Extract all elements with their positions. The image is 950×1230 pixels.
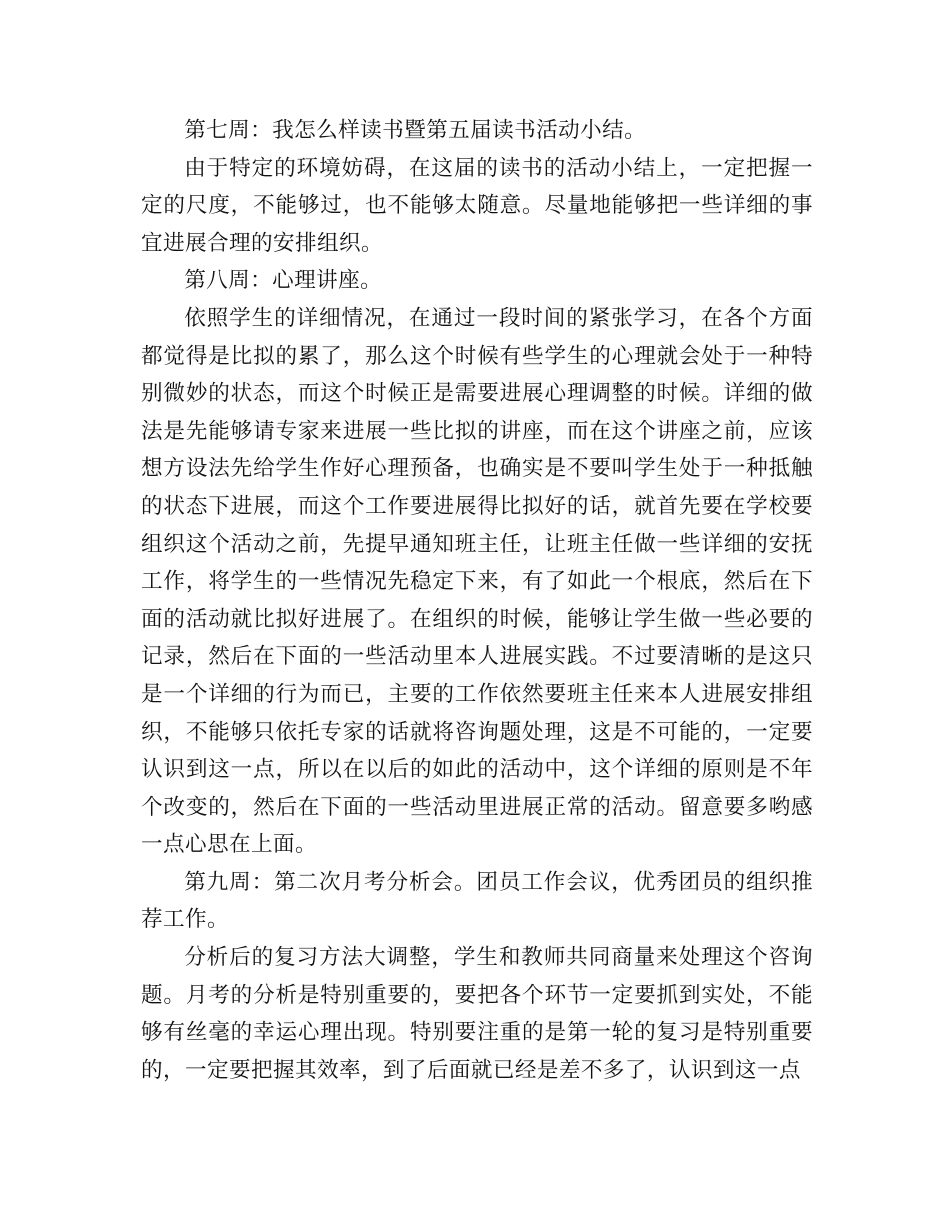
paragraph-week8-heading: 第八周：心理讲座。	[184, 268, 383, 294]
document-page	[141, 112, 813, 1089]
paragraph-week8-body: 依照学生的详细情况，在通过一段时间的紧张学习，在各个方面都觉得是比拟的累了，那么这个时候有些学生的心理就会处于一种特别微妙的状态，而这个时候正是需要进展心理调整的时候。详细的做法是先能够请专家来进展一些比拟的讲座，而在这个讲座之前，应该想方设法先给学生作好心理预备，也确实是不要叫学生处于一种抵触的状态下进展，而这个工作要进展得比拟好的话，就首先要在学校要组织这个活动之前，先提早通知班主任，让班主任做一些详细的安抚工作，将学生的一些情况先稳定下来，有了如此一个根底，然后在下面的活动就比拟好进展了。在组织的时候，能够让学生做一些必要的记录，然后在下面的一些活动里本人进展实践。不过要清晰的是这只是一个详细的行为而已，主要的工作依然要班主任来本人进展安排组织，不能够只依托专家的话就将咨询题处理，这是不可能的，一定要认识到这一点，所以在以后的如此的活动中，这个详细的原则是不年个改变的，然后在下面的一些活动里进展正常的活动。留意要多哟感一点心思在上面。	[141, 305, 813, 858]
paragraph-week9-body: 分析后的复习方法大调整，学生和教师共同商量来处理这个咨询题。月考的分析是特别重要的，要把各个环节一定要抓到实处，不能够有丝毫的幸运心理出现。特别要注重的是第一轮的复习是特别重要的，一定要把握其效率，到了后面就已经是差不多了，认识到这一点	[141, 945, 813, 1083]
paragraph-week7-body: 由于特定的环境妨碍，在这届的读书的活动小结上，一定把握一定的尺度，不能够过，也不能够太随意。尽量地能够把一些详细的事宜进展合理的安排组织。	[141, 155, 813, 256]
paragraph-week9-heading: 第九周：第二次月考分析会。团员工作会议，优秀团员的组织推荐工作。	[141, 869, 813, 933]
paragraph-week7-heading: 第七周：我怎么样读书暨第五届读书活动小结。	[184, 118, 647, 143]
